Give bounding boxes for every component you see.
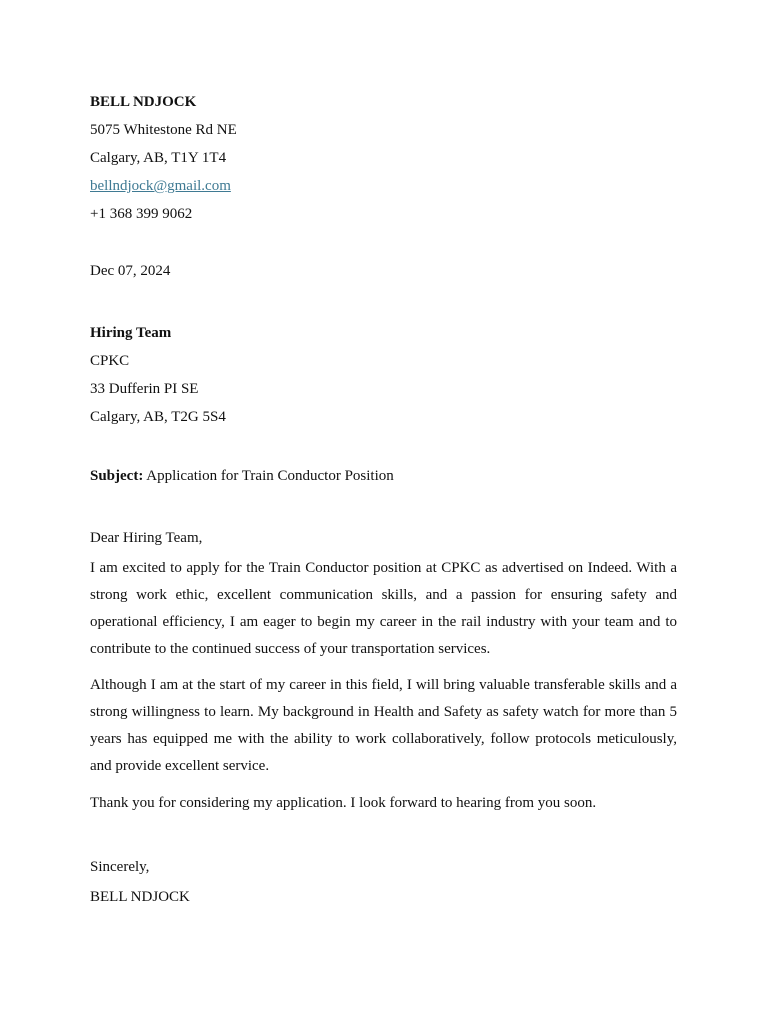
recipient-address-line2: Calgary, AB, T2G 5S4 xyxy=(90,409,226,425)
recipient-block xyxy=(90,319,677,431)
body-paragraph-2: Although I am at the start of my career in this field, I will bring valuable transferable skills and a strong willingness to learn. My background in Health and Safety as safety watch for more than 5 years has equipped me with the ability to work collaboratively, follow protocols meticulously, and provide excellent service. xyxy=(90,677,677,774)
sender-email-link[interactable]: bellndjock@gmail.com xyxy=(90,178,231,194)
closing-block xyxy=(90,852,677,912)
body-paragraph-3: Thank you for considering my application. I look forward to hearing from you soon. xyxy=(90,795,597,811)
sender-address-line2: Calgary, AB, T1Y 1T4 xyxy=(90,150,227,166)
recipient-company: CPKC xyxy=(90,353,130,369)
salutation xyxy=(90,524,677,552)
letter-date: Dec 07, 2024 xyxy=(90,263,171,279)
closing-valediction: Sincerely, xyxy=(90,859,150,875)
date-block xyxy=(90,257,677,285)
sender-address-line1: 5075 Whitestone Rd NE xyxy=(90,122,237,138)
sender-phone: +1 368 399 9062 xyxy=(90,206,193,222)
subject-text: Application for Train Conductor Position xyxy=(143,468,394,484)
subject-label: Subject: xyxy=(90,468,144,484)
recipient-name: Hiring Team xyxy=(90,325,172,341)
sender-name: BELL NDJOCK xyxy=(90,94,197,110)
subject-line xyxy=(90,462,677,490)
signature-name: BELL NDJOCK xyxy=(90,889,190,905)
body-paragraph-1: I am excited to apply for the Train Conductor position at CPKC as advertised on Indeed. With a strong work ethic, excellent communication skills, and a passion for ensuring safety and operational efficiency, I am eager to begin my career in the rail industry with your team and to contribute to the continued success of your transportation services. xyxy=(90,560,677,657)
sender-block xyxy=(90,88,677,228)
recipient-address-line1: 33 Dufferin PI SE xyxy=(90,381,199,397)
salutation-text: Dear Hiring Team, xyxy=(90,530,203,546)
